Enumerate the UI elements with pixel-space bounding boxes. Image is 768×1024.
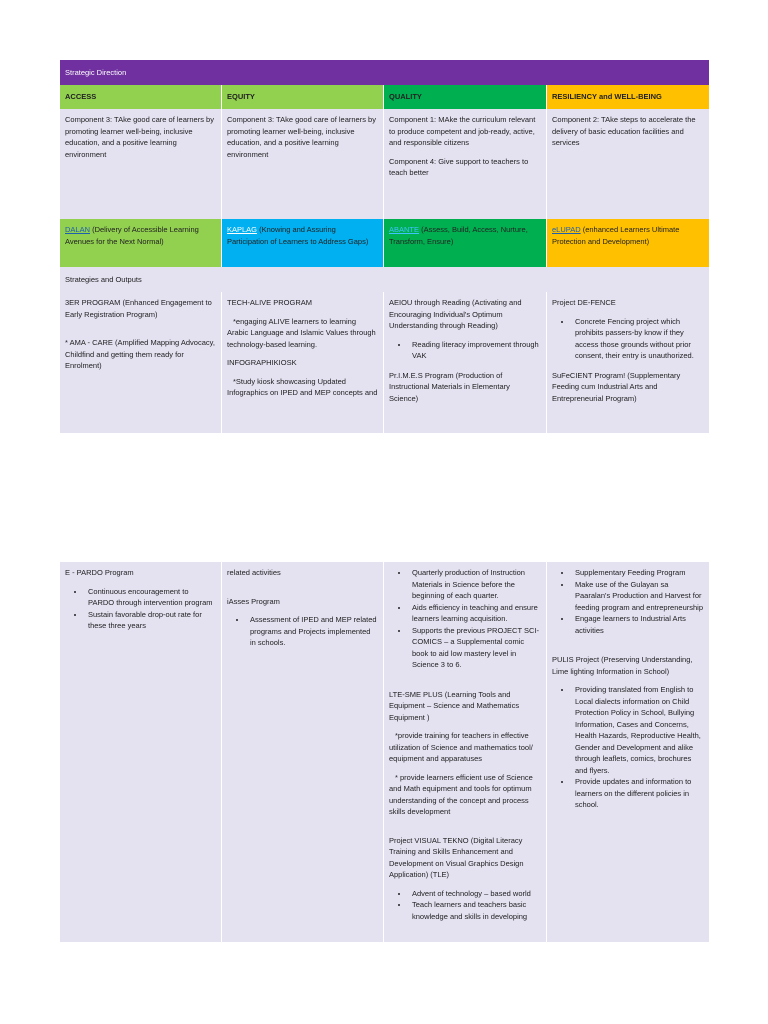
component-cell bbox=[60, 109, 222, 219]
strategy-cell-access bbox=[60, 292, 222, 433]
list-item: • Make use of the Gulayan sa Paaralan's Production and Harvest for feeding program and entrepreneurship bbox=[572, 579, 704, 614]
framework-text: (Knowing and Assuring Participation of Learners to Address Gaps) bbox=[227, 225, 369, 246]
bullet-list bbox=[552, 567, 704, 636]
table-title bbox=[60, 60, 709, 85]
strategy-title: Pr.I.M.E.S Program (Production of Instructional Materials in Elementary Science) bbox=[389, 370, 510, 403]
strategy-title: AEIOU through Reading (Activating and Encouraging Individual's Optimum Understanding through Reading) bbox=[389, 298, 522, 330]
strategy-title: 3ER PROGRAM (Enhanced Engagement to Early Registration Program) bbox=[65, 298, 212, 319]
component-text: Component 1: MAke the curriculum relevant to produce competent and job-ready, active, and responsible citizens bbox=[389, 115, 536, 147]
strategy-cell-resiliency bbox=[547, 292, 709, 433]
framework-abante bbox=[384, 219, 547, 267]
strategy-title: iAsses Program bbox=[227, 596, 280, 606]
strategy-title: E - PARDO Program bbox=[65, 568, 134, 577]
continuation-cell-access bbox=[60, 562, 222, 942]
strategy-title: SuFeCIENT Program! (Supplementary Feeding cum Industrial Arts and Entrepreneurial Program) bbox=[552, 370, 681, 403]
framework-text: (Assess, Build, Access, Nurture, Transform, Ensure) bbox=[389, 225, 528, 246]
framework-acronym[interactable]: DALAN bbox=[65, 225, 91, 234]
component-text: Component 3: TAke good care of learners by promoting learner well-being, inclusive education, and a positive learning environment bbox=[227, 115, 376, 159]
strategy-title: LTE-SME PLUS (Learning Tools and Equipment – Science and Mathematics Equipment ) bbox=[389, 689, 520, 722]
header-label: RESILIENCY and WELL-BEING bbox=[552, 92, 662, 102]
header-label: QUALITY bbox=[389, 92, 422, 102]
component-text: Component 4: Give support to teachers to teach better bbox=[389, 156, 529, 177]
strategy-text: *engaging ALIVE learners to learning Arabic Language and Islamic Values through technology-based learning. bbox=[227, 316, 376, 349]
bullet-list bbox=[227, 614, 378, 649]
list-item: • Providing translated from English to Local dialects information on Child Protection Policy in School, Bullying Information, Cases and Concerns, Health Hazards, Reproductive Health, Gender and Development and alike through leaflets, comics, brochures and flyers. bbox=[572, 684, 704, 776]
component-cell bbox=[547, 109, 709, 219]
continuation-cell-quality bbox=[384, 562, 547, 942]
list-item: • Assessment of IPED and MEP related programs and Projects implemented in schools. bbox=[247, 614, 378, 649]
strategy-text: *Study kiosk showcasing Updated Infographics on IPED and MEP concepts and bbox=[227, 376, 378, 397]
strategy-cell-equity bbox=[222, 292, 384, 433]
list-item: • Supplementary Feeding Program bbox=[572, 567, 704, 579]
strategy-text: related activities bbox=[227, 568, 281, 577]
framework-acronym[interactable]: eLUPAD bbox=[552, 225, 581, 234]
strategy-title: INFOGRAPHIKIOSK bbox=[227, 358, 297, 367]
component-text: Component 2: TAke steps to accelerate the delivery of basic education facilities and services bbox=[552, 115, 696, 147]
list-item: • Sustain favorable drop-out rate for these three years bbox=[85, 609, 216, 632]
bullet-list bbox=[389, 339, 541, 362]
strategy-text: * provide learners efficient use of Science and Math equipment and tools for optimum understanding of the concept and process skills development bbox=[389, 772, 533, 816]
strategy-title: Project DE-FENCE bbox=[552, 298, 616, 307]
framework-text: (enhanced Learners Ultimate Protection and Development) bbox=[552, 225, 680, 246]
strategy-title: Project VISUAL TEKNO (Digital Literacy Training and Skills Enhancement and Development on Visual Graphics Design Application) (TLE) bbox=[389, 835, 524, 879]
list-item: • Engage learners to Industrial Arts activities bbox=[572, 613, 704, 636]
list-item: • Concrete Fencing project which prohibits passers-by know if they access those grounds without prior consent, their entry is unauthorized. bbox=[572, 316, 704, 362]
list-item: • Aids efficiency in teaching and ensure learners learning acquisition. bbox=[409, 602, 541, 625]
header-quality bbox=[384, 85, 547, 109]
bullet-list bbox=[552, 684, 704, 811]
header-label: ACCESS bbox=[65, 92, 97, 102]
strategic-direction-table bbox=[60, 60, 709, 433]
component-text: Component 3: TAke good care of learners by promoting learner well-being, inclusive education, and a positive learning environment bbox=[65, 115, 214, 159]
framework-kaplag bbox=[222, 219, 384, 267]
framework-text: (Delivery of Accessible Learning Avenues for the Next Normal) bbox=[65, 225, 199, 246]
component-cell bbox=[222, 109, 384, 219]
title-text: Strategic Direction bbox=[65, 67, 127, 77]
strategies-continuation-table bbox=[60, 562, 709, 942]
bullet-list bbox=[389, 888, 541, 923]
continuation-cell-resiliency bbox=[547, 562, 709, 942]
bullet-list bbox=[552, 316, 704, 362]
list-item: • Provide updates and information to learners on the different policies in school. bbox=[572, 776, 704, 811]
strategies-label: Strategies and Outputs bbox=[65, 274, 142, 284]
list-item: • Reading literacy improvement through VAK bbox=[409, 339, 541, 362]
list-item: • Teach learners and teachers basic knowledge and skills in developing bbox=[409, 899, 541, 922]
framework-acronym[interactable]: KAPLAG bbox=[227, 225, 258, 234]
list-item: • Quarterly production of Instruction Materials in Science before the beginning of each quarter. bbox=[409, 567, 541, 602]
list-item: • Continuous encouragement to PARDO through intervention program bbox=[85, 586, 216, 609]
strategy-title: PULIS Project (Preserving Understanding, Lime lighting Information in School) bbox=[552, 655, 693, 676]
framework-acronym[interactable]: ABANTE bbox=[389, 225, 420, 234]
header-equity bbox=[222, 85, 384, 109]
strategies-label-cell bbox=[60, 267, 709, 292]
strategy-text: *provide training for teachers in effective utilization of Science and mathematics tool/ equipment and apparatuses bbox=[389, 731, 533, 763]
strategy-cell-quality bbox=[384, 292, 547, 433]
framework-dalan bbox=[60, 219, 222, 267]
list-item: • Supports the previous PROJECT SCI-COMICS – a Supplemental comic book to aid low mastery level in Science 3 to 6. bbox=[409, 625, 541, 671]
strategy-text: * AMA - CARE (Amplified Mapping Advocacy, Childfind and getting them ready for Enrolment) bbox=[65, 338, 215, 370]
header-label: EQUITY bbox=[227, 92, 255, 102]
list-item: • Advent of technology – based world bbox=[409, 888, 541, 900]
bullet-list bbox=[65, 586, 216, 632]
bullet-list bbox=[389, 567, 541, 671]
framework-elupad bbox=[547, 219, 709, 267]
header-access bbox=[60, 85, 222, 109]
component-cell bbox=[384, 109, 547, 219]
header-resiliency bbox=[547, 85, 709, 109]
strategy-title: TECH-ALIVE PROGRAM bbox=[227, 298, 313, 307]
continuation-cell-equity bbox=[222, 562, 384, 942]
